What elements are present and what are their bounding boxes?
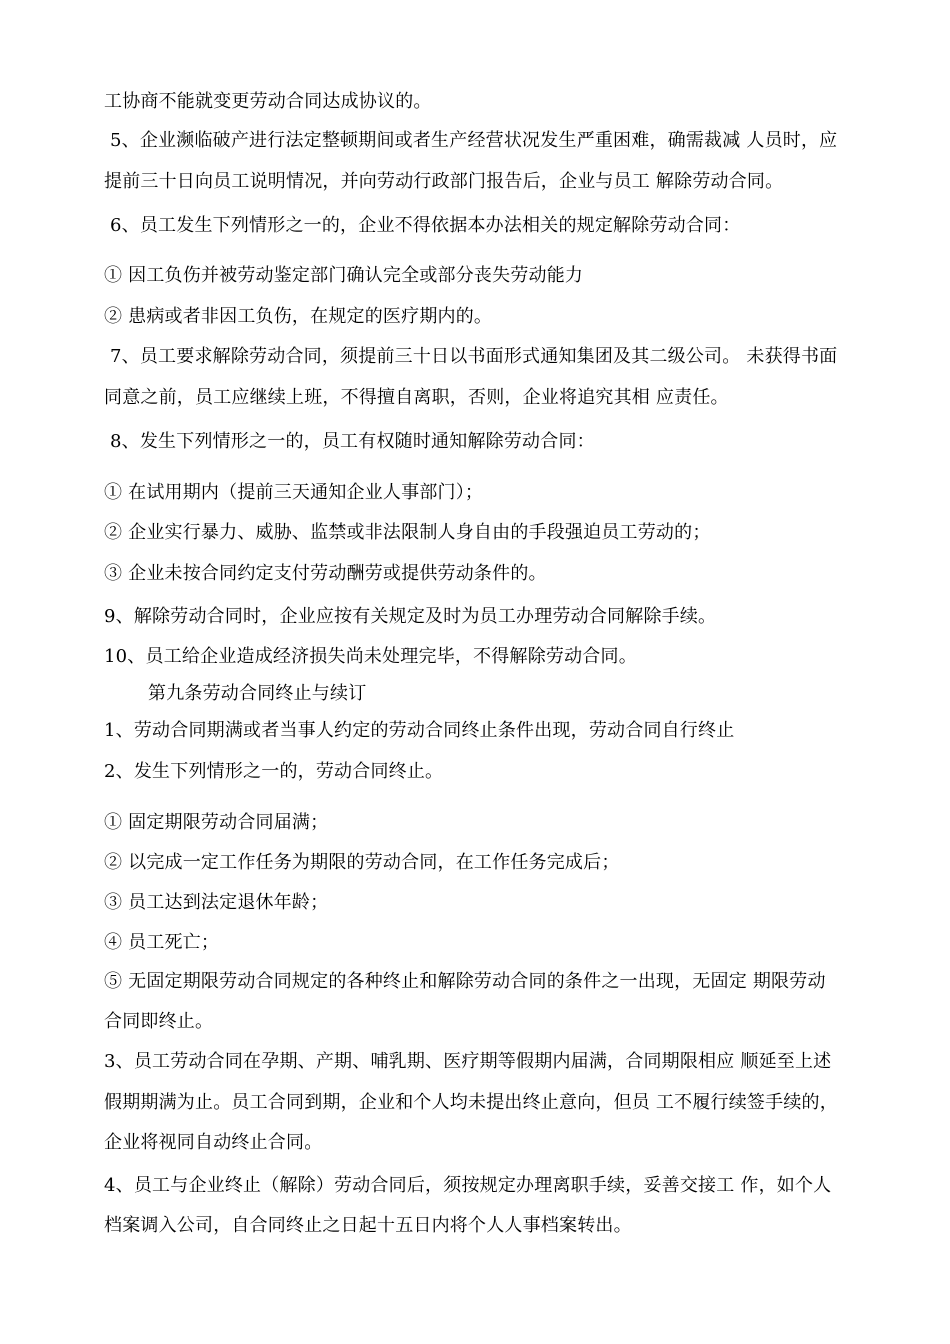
text-line: ① 在试用期内（提前三天通知企业人事部门）； (104, 482, 484, 503)
text-line: ① 因工负伤并被劳动鉴定部门确认完全或部分丧失劳动能力 (104, 265, 584, 286)
text-line: ③ 员工达到法定退休年龄； (104, 892, 329, 913)
text-line: ① 固定期限劳动合同届满； (104, 812, 329, 833)
text-line: 假期期满为止。员工合同到期，企业和个人均未提出终止意向，但员 工不履行续签手续的， (104, 1092, 838, 1113)
text-line: ② 以完成一定工作任务为期限的劳动合同，在工作任务完成后； (104, 852, 620, 873)
text-line: 档案调入公司，自合同终止之日起十五日内将个人人事档案转出。 (104, 1215, 632, 1236)
text-line: ③ 企业未按合同约定支付劳动酬劳或提供劳动条件的。 (104, 563, 547, 584)
text-line: 2、发生下列情形之一的，劳动合同终止。 (104, 761, 444, 782)
text-line: 企业将视同自动终止合同。 (104, 1132, 323, 1153)
text-line: 提前三十日向员工说明情况，并向劳动行政部门报告后，企业与员工 解除劳动合同。 (104, 171, 784, 192)
text-line: 5、企业濒临破产进行法定整顿期间或者生产经营状况发生严重困难，确需裁减 人员时，应 (110, 130, 838, 151)
section-heading: 第九条劳动合同终止与续订 (148, 683, 367, 704)
text-line: 1、劳动合同期满或者当事人约定的劳动合同终止条件出现，劳动合同自行终止 (104, 720, 735, 741)
text-line: 同意之前，员工应继续上班，不得擅自离职，否则，企业将追究其相 应责任。 (104, 387, 729, 408)
text-line: ④ 员工死亡； (104, 932, 220, 953)
text-line: 6、员工发生下列情形之一的，企业不得依据本办法相关的规定解除劳动合同： (110, 215, 741, 236)
text-line: ⑤ 无固定期限劳动合同规定的各种终止和解除劳动合同的条件之一出现，无固定 期限劳动 (104, 971, 826, 992)
text-line: 9、解除劳动合同时，企业应按有关规定及时为员工办理劳动合同解除手续。 (104, 606, 717, 627)
text-line: 3、员工劳动合同在孕期、产期、哺乳期、医疗期等假期内届满，合同期限相应 顺延至上述 (104, 1051, 832, 1072)
text-line: 合同即终止。 (104, 1011, 214, 1032)
text-line: 4、员工与企业终止（解除）劳动合同后，须按规定办理离职手续，妥善交接工 作，如个人 (104, 1175, 832, 1196)
text-line: 8、发生下列情形之一的，员工有权随时通知解除劳动合同： (110, 431, 595, 452)
text-line: ② 患病或者非因工负伤，在规定的医疗期内的。 (104, 306, 493, 327)
text-line: 工协商不能就变更劳动合同达成协议的。 (104, 91, 432, 112)
text-line: 10、员工给企业造成经济损失尚未处理完毕，不得解除劳动合同。 (104, 646, 637, 667)
text-line: ② 企业实行暴力、威胁、监禁或非法限制人身自由的手段强迫员工劳动的； (104, 522, 711, 543)
text-line: 7、员工要求解除劳动合同，须提前三十日以书面形式通知集团及其二级公司。 未获得书面 (110, 346, 838, 367)
